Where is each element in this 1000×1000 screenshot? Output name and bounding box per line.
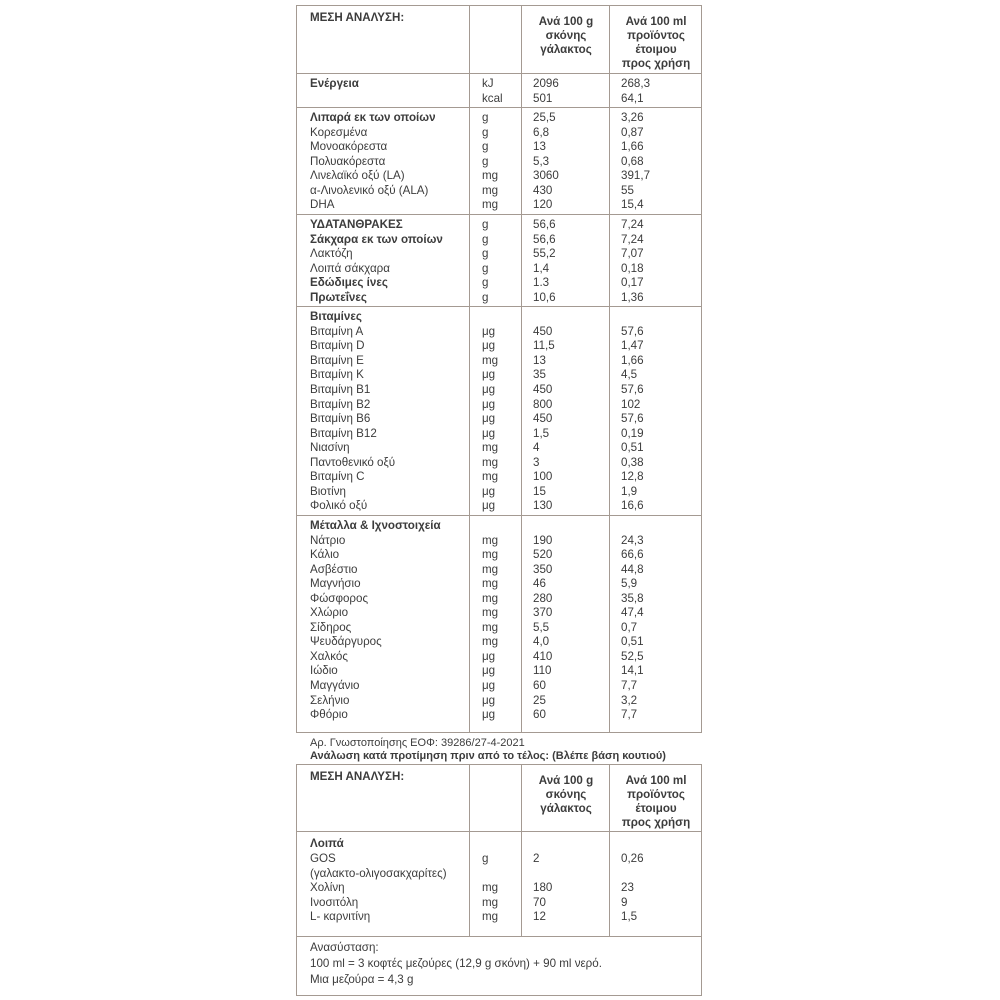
- nutrient-name: Σίδηρος: [310, 620, 352, 634]
- value-per100ml: 0,19: [621, 426, 644, 440]
- value-per100ml: 57,6: [621, 324, 644, 338]
- value-per100g: 3: [533, 455, 540, 469]
- nutrient-name: Ενέργεια: [310, 77, 359, 90]
- section-divider: [297, 515, 701, 516]
- nutrient-unit: kJ: [482, 77, 494, 90]
- value-per100ml: 0,17: [621, 276, 644, 290]
- nutrient-name: Μέταλλα & Ιχνοστοιχεία: [310, 518, 441, 532]
- nutrient-unit: mg: [482, 183, 499, 197]
- value-per100g: 800: [533, 397, 553, 411]
- nutrient-name: L- καρνιτίνη: [310, 910, 371, 924]
- value-per100g: 56,6: [533, 217, 556, 231]
- nutrient-unit: μg: [482, 484, 496, 498]
- value-per100g: 2096: [533, 77, 559, 90]
- nutrient-name: Ινοσιτόλη: [310, 895, 359, 909]
- value-per100ml: 12,8: [621, 470, 644, 484]
- nutrient-name: Βιταμίνη Β12: [310, 426, 377, 440]
- header-per100ml: έτοιμου: [635, 43, 677, 56]
- value-per100g: 180: [533, 881, 553, 895]
- nutrient-unit: g: [482, 247, 489, 261]
- value-per100ml: 268,3: [621, 77, 651, 90]
- value-per100ml: 3,26: [621, 111, 644, 125]
- nutrient-name: (γαλακτο-ολιγοσακχαρίτες): [310, 866, 447, 880]
- header-title: ΜΕΣΗ ΑΝΑΛΥΣΗ:: [310, 11, 405, 24]
- nutrient-name: Βιταμίνη Β2: [310, 397, 371, 411]
- column-divider-unit: [469, 765, 470, 937]
- nutrient-name: Βιταμίνη D: [310, 339, 365, 353]
- nutrient-unit: mg: [482, 562, 499, 576]
- column-divider-per100ml: [609, 6, 610, 732]
- nutrient-name: Πολυακόρεστα: [310, 154, 386, 168]
- nutrient-name: Λοιπά σάκχαρα: [310, 261, 390, 275]
- header-per100ml: Ανά 100 ml: [625, 774, 687, 787]
- header-per100g: γάλακτος: [540, 802, 592, 815]
- nutrient-unit: mg: [482, 441, 499, 455]
- nutrient-name: Μαγγάνιο: [310, 679, 360, 692]
- header-per100ml: προϊόντος: [627, 788, 685, 801]
- value-per100g: 450: [533, 383, 553, 396]
- value-per100g: 190: [533, 533, 553, 547]
- nutrient-name: Φώσφορος: [310, 591, 369, 605]
- nutrition-table-main: [296, 5, 702, 733]
- value-per100ml: 0,87: [621, 125, 644, 139]
- value-per100g: 520: [533, 548, 553, 562]
- value-per100ml: 57,6: [621, 383, 644, 396]
- nutrient-unit: g: [482, 232, 489, 246]
- nutrient-unit: μg: [482, 383, 496, 396]
- header-per100ml: προϊόντος: [627, 29, 685, 42]
- value-per100ml: 64,1: [621, 91, 644, 105]
- nutrient-unit: μg: [482, 649, 496, 663]
- header-title: ΜΕΣΗ ΑΝΑΛΥΣΗ:: [310, 770, 405, 783]
- nutrition-table-other: [296, 764, 702, 996]
- nutrient-name: Πρωτεΐνες: [310, 290, 367, 304]
- header-per100g: σκόνης: [545, 788, 587, 801]
- value-per100ml: 1,47: [621, 339, 644, 353]
- nutrient-name: Βιταμίνη Β1: [310, 383, 371, 396]
- nutrient-name: Χολίνη: [310, 881, 345, 895]
- nutrient-unit: mg: [482, 470, 499, 484]
- nutrient-unit: mg: [482, 455, 499, 469]
- value-per100g: 13: [533, 353, 546, 367]
- nutrient-name: Νιασίνη: [310, 441, 350, 455]
- value-per100g: 56,6: [533, 232, 556, 246]
- reconstitution-title: Ανασύσταση:: [310, 941, 379, 954]
- value-per100ml: 4,5: [621, 368, 638, 382]
- value-per100ml: 7,7: [621, 708, 638, 722]
- value-per100g: 15: [533, 484, 546, 498]
- value-per100ml: 7,24: [621, 217, 644, 231]
- nutrient-name: Λινελαϊκό οξύ (LA): [310, 169, 405, 183]
- nutrient-unit: mg: [482, 353, 499, 367]
- header-per100ml: έτοιμου: [635, 802, 677, 815]
- scoop-weight: Μια μεζούρα = 4,3 g: [310, 973, 414, 986]
- nutrient-unit: μg: [482, 708, 496, 722]
- value-per100ml: 0,38: [621, 455, 644, 469]
- nutrient-unit: mg: [482, 881, 499, 895]
- value-per100g: 4: [533, 441, 540, 455]
- value-per100ml: 0,18: [621, 261, 644, 275]
- nutrient-unit: mg: [482, 895, 499, 909]
- nutrient-unit: g: [482, 217, 489, 231]
- nutrient-name: Μονοακόρεστα: [310, 140, 388, 154]
- value-per100ml: 9: [621, 895, 628, 909]
- nutrient-name: Νάτριο: [310, 533, 346, 547]
- value-per100g: 450: [533, 324, 553, 338]
- nutrient-name: DHA: [310, 198, 335, 212]
- nutrient-name: Βιταμίνη C: [310, 470, 365, 484]
- nutrient-name: Παντοθενικό οξύ: [310, 455, 396, 469]
- value-per100ml: 52,5: [621, 649, 644, 663]
- nutrient-name: Φθόριο: [310, 708, 348, 722]
- column-divider-per100g: [521, 6, 522, 732]
- nutrient-unit: μg: [482, 693, 496, 707]
- value-per100g: 130: [533, 499, 553, 513]
- nutrient-unit: g: [482, 111, 489, 125]
- header-divider: [297, 831, 701, 832]
- value-per100g: 60: [533, 708, 546, 722]
- nutrient-name: Εδώδιμες ίνες: [310, 276, 388, 290]
- header-divider: [297, 73, 701, 74]
- value-per100ml: 35,8: [621, 591, 644, 605]
- nutrient-unit: mg: [482, 910, 499, 924]
- value-per100ml: 44,8: [621, 562, 644, 576]
- header-per100ml: προς χρήση: [621, 57, 691, 70]
- value-per100ml: 1,66: [621, 353, 644, 367]
- value-per100ml: 55: [621, 183, 634, 197]
- value-per100g: 46: [533, 577, 546, 591]
- nutrient-unit: μg: [482, 397, 496, 411]
- reconstitution-divider: [297, 936, 701, 937]
- value-per100ml: 391,7: [621, 169, 651, 183]
- nutrient-name: Βιταμίνη Ε: [310, 353, 364, 367]
- nutrient-name: Λιπαρά εκ των οποίων: [310, 111, 436, 125]
- nutrient-name: Βιοτίνη: [310, 484, 346, 498]
- nutrient-name: α-Λινολενικό οξύ (ALA): [310, 183, 429, 197]
- nutrient-unit: μg: [482, 679, 496, 692]
- nutrient-name: Βιταμίνες: [310, 310, 362, 324]
- section-title: Λοιπά: [310, 837, 344, 850]
- nutrient-unit: g: [482, 852, 489, 865]
- nutrient-unit: μg: [482, 339, 496, 353]
- nutrient-unit: μg: [482, 426, 496, 440]
- nutrient-name: Κάλιο: [310, 548, 340, 562]
- nutrient-unit: g: [482, 125, 489, 139]
- value-per100ml: 57,6: [621, 412, 644, 426]
- header-per100ml: προς χρήση: [621, 816, 691, 829]
- value-per100g: 1.3: [533, 276, 550, 290]
- value-per100ml: 0,26: [621, 852, 644, 865]
- value-per100g: 12: [533, 910, 546, 924]
- value-per100g: 370: [533, 606, 553, 620]
- value-per100ml: 0,7: [621, 620, 638, 634]
- nutrient-unit: mg: [482, 548, 499, 562]
- value-per100g: 4,0: [533, 635, 550, 649]
- nutrient-name: Σάκχαρα εκ των οποίων: [310, 232, 443, 246]
- nutrient-unit: μg: [482, 324, 496, 338]
- value-per100g: 25,5: [533, 111, 556, 125]
- value-per100g: 3060: [533, 169, 559, 183]
- value-per100ml: 23: [621, 881, 634, 895]
- nutrient-unit: mg: [482, 577, 499, 591]
- value-per100g: 501: [533, 91, 553, 105]
- value-per100ml: 0,51: [621, 635, 644, 649]
- nutrient-unit: kcal: [482, 91, 503, 105]
- nutrient-name: Ιώδιο: [310, 664, 338, 678]
- notification-number: Αρ. Γνωστοποίησης ΕΟΦ: 39286/27-4-2021: [310, 737, 525, 749]
- nutrient-unit: mg: [482, 169, 499, 183]
- nutrient-unit: g: [482, 290, 489, 304]
- nutrient-unit: mg: [482, 635, 499, 649]
- value-per100ml: 16,6: [621, 499, 644, 513]
- nutrient-name: Φολικό οξύ: [310, 499, 368, 513]
- nutrient-name: ΥΔΑΤΑΝΘΡΑΚΕΣ: [310, 217, 403, 231]
- value-per100ml: 7,07: [621, 247, 644, 261]
- reconstitution-instructions: 100 ml = 3 κοφτές μεζούρες (12,9 g σκόνη) + 90 ml νερό.: [310, 957, 602, 970]
- nutrient-unit: mg: [482, 198, 499, 212]
- header-per100g: Ανά 100 g: [538, 15, 594, 28]
- nutrient-unit: μg: [482, 412, 496, 426]
- nutrient-name: Ψευδάργυρος: [310, 635, 382, 649]
- value-per100ml: 3,2: [621, 693, 638, 707]
- column-divider-per100ml: [609, 765, 610, 937]
- value-per100g: 1,4: [533, 261, 550, 275]
- value-per100g: 410: [533, 649, 553, 663]
- nutrient-name: Ασβέστιο: [310, 562, 358, 576]
- header-per100g: γάλακτος: [540, 43, 592, 56]
- value-per100g: 6,8: [533, 125, 550, 139]
- section-divider: [297, 214, 701, 215]
- value-per100g: 450: [533, 412, 553, 426]
- column-divider-unit: [469, 6, 470, 732]
- value-per100ml: 24,3: [621, 533, 644, 547]
- value-per100g: 110: [533, 664, 552, 678]
- value-per100ml: 47,4: [621, 606, 644, 620]
- nutrient-name: Χαλκός: [310, 649, 348, 663]
- value-per100ml: 15,4: [621, 198, 644, 212]
- value-per100g: 35: [533, 368, 546, 382]
- value-per100ml: 14,1: [621, 664, 644, 678]
- value-per100g: 120: [533, 198, 553, 212]
- header-per100ml: Ανά 100 ml: [625, 15, 687, 28]
- value-per100g: 60: [533, 679, 546, 692]
- value-per100g: 350: [533, 562, 553, 576]
- header-per100g: Ανά 100 g: [538, 774, 594, 787]
- nutrient-name: Κορεσμένα: [310, 125, 368, 139]
- header-per100g: σκόνης: [545, 29, 587, 42]
- value-per100g: 10,6: [533, 290, 556, 304]
- nutrient-name: Βιταμίνη Α: [310, 324, 364, 338]
- section-divider: [297, 306, 701, 307]
- nutrient-name: Χλώριο: [310, 606, 349, 620]
- nutrient-unit: mg: [482, 591, 499, 605]
- best-before-note: Ανάλωση κατά προτίμηση πριν από το τέλος: (Βλέπε βάση κουτιού): [310, 750, 666, 762]
- nutrient-unit: μg: [482, 499, 496, 513]
- value-per100g: 1,5: [533, 426, 550, 440]
- value-per100ml: 7,7: [621, 679, 638, 692]
- value-per100g: 55,2: [533, 247, 556, 261]
- nutrient-unit: g: [482, 276, 489, 290]
- value-per100ml: 102: [621, 397, 641, 411]
- value-per100ml: 5,9: [621, 577, 638, 591]
- nutrient-unit: μg: [482, 664, 496, 678]
- value-per100ml: 0,51: [621, 441, 644, 455]
- nutrient-name: Βιταμίνη Κ: [310, 368, 364, 382]
- nutrient-unit: g: [482, 154, 489, 168]
- nutrient-unit: mg: [482, 533, 499, 547]
- nutrient-name: Βιταμίνη Β6: [310, 412, 371, 426]
- value-per100g: 2: [533, 852, 540, 865]
- nutrient-unit: μg: [482, 368, 496, 382]
- value-per100g: 13: [533, 140, 546, 154]
- value-per100ml: 1,5: [621, 910, 638, 924]
- nutrient-name: Λακτόζη: [310, 247, 353, 261]
- value-per100g: 280: [533, 591, 553, 605]
- value-per100g: 25: [533, 693, 546, 707]
- value-per100ml: 1,36: [621, 290, 644, 304]
- nutrient-name: GOS: [310, 852, 336, 865]
- value-per100ml: 0,68: [621, 154, 644, 168]
- nutrient-unit: mg: [482, 620, 499, 634]
- value-per100g: 11,5: [533, 339, 555, 353]
- value-per100ml: 1,66: [621, 140, 644, 154]
- nutrient-unit: g: [482, 261, 489, 275]
- nutrient-name: Σελήνιο: [310, 693, 350, 707]
- section-divider: [297, 107, 701, 108]
- value-per100g: 5,3: [533, 154, 550, 168]
- nutrient-unit: mg: [482, 606, 499, 620]
- nutrient-name: Μαγνήσιο: [310, 577, 361, 591]
- value-per100g: 70: [533, 895, 546, 909]
- value-per100ml: 1,9: [621, 484, 638, 498]
- nutrient-unit: g: [482, 140, 489, 154]
- value-per100g: 430: [533, 183, 553, 197]
- value-per100ml: 7,24: [621, 232, 644, 246]
- column-divider-per100g: [521, 765, 522, 937]
- value-per100g: 100: [533, 470, 553, 484]
- value-per100g: 5,5: [533, 620, 550, 634]
- value-per100ml: 66,6: [621, 548, 644, 562]
